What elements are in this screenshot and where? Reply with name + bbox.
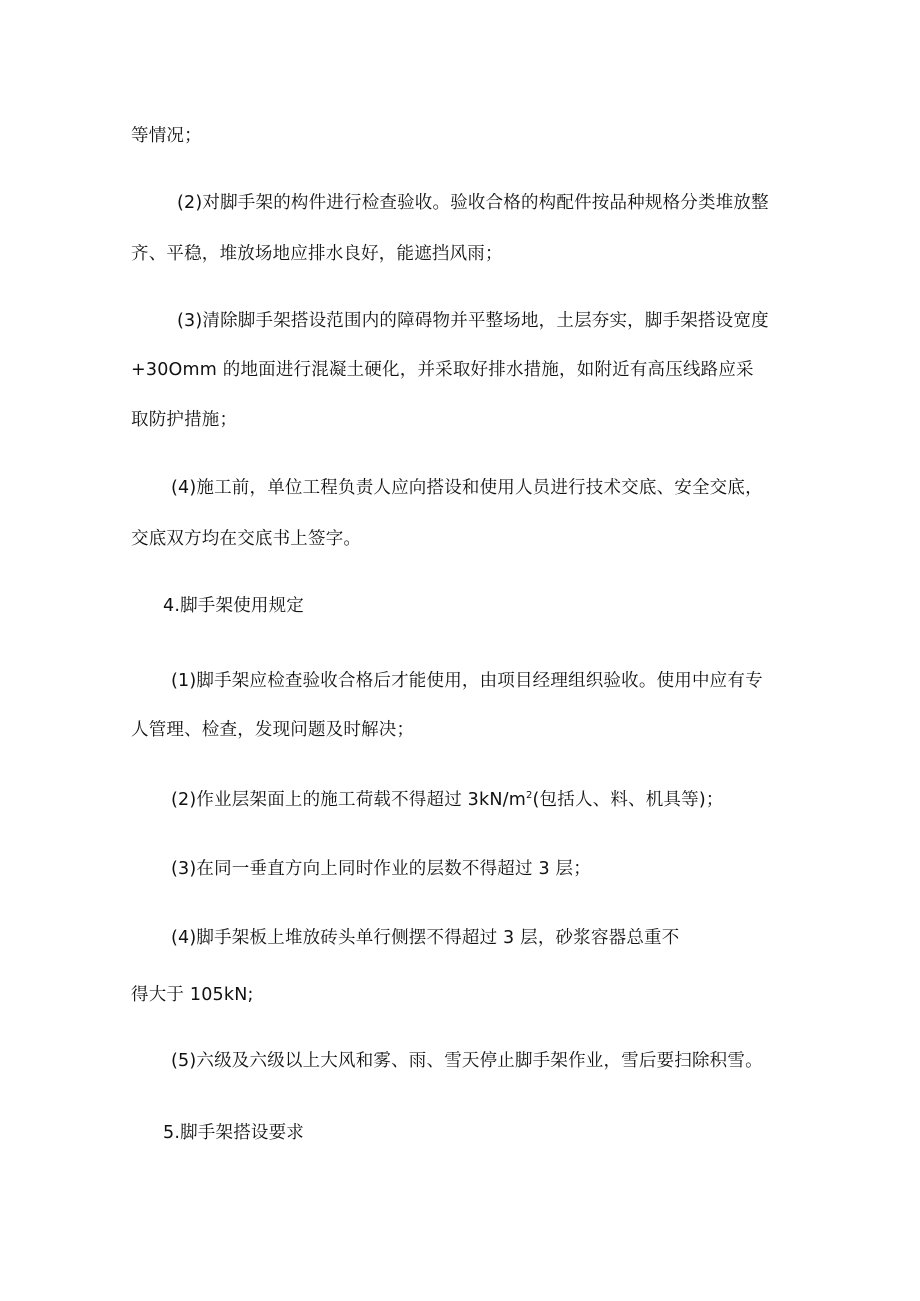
text-line: 取防护措施； <box>131 410 238 430</box>
text-line: 交底双方均在交底书上签字。 <box>131 529 362 549</box>
text-segment: (包括人、料、机具等)； <box>532 790 724 810</box>
text-segment: (2)作业层架面上的施工荷载不得超过 3kN/m <box>171 790 526 810</box>
section-heading: 4.脚手架使用规定 <box>163 596 304 616</box>
text-line: (1)脚手架应检查验收合格后才能使用，由项目经理组织验收。使用中应有专 <box>171 671 763 691</box>
text-line: 齐、平稳，堆放场地应排水良好，能遮挡风雨； <box>131 244 503 264</box>
text-line: (4)脚手架板上堆放砖头单行侧摆不得超过 3 层，砂浆容器总重不 <box>171 928 680 948</box>
text-line: (3)在同一垂直方向上同时作业的层数不得超过 3 层； <box>171 859 591 879</box>
text-line <box>171 788 724 812</box>
text-line: (5)六级及六级以上大风和雾、雨、雪天停止脚手架作业，雪后要扫除积雪。 <box>171 1051 763 1071</box>
text-line: 人管理、检查，发现问题及时解决； <box>131 720 415 740</box>
superscript: 2 <box>525 790 533 801</box>
text-line: +30Omm 的地面进行混凝土硬化，并采取好排水措施，如附近有高压线路应采 <box>131 360 754 380</box>
text-line: (3)清除脚手架搭设范围内的障碍物并平整场地，土层夯实，脚手架搭设宽度 <box>177 311 769 331</box>
text-line: (2)对脚手架的构件进行检查验收。验收合格的构配件按品种规格分类堆放整 <box>177 193 769 213</box>
section-heading: 5.脚手架搭设要求 <box>163 1123 304 1143</box>
text-line: 得大于 105kN; <box>131 985 254 1005</box>
text-line: 等情况； <box>131 126 202 146</box>
text-line: (4)施工前，单位工程负责人应向搭设和使用人员进行技术交底、安全交底， <box>171 478 763 498</box>
